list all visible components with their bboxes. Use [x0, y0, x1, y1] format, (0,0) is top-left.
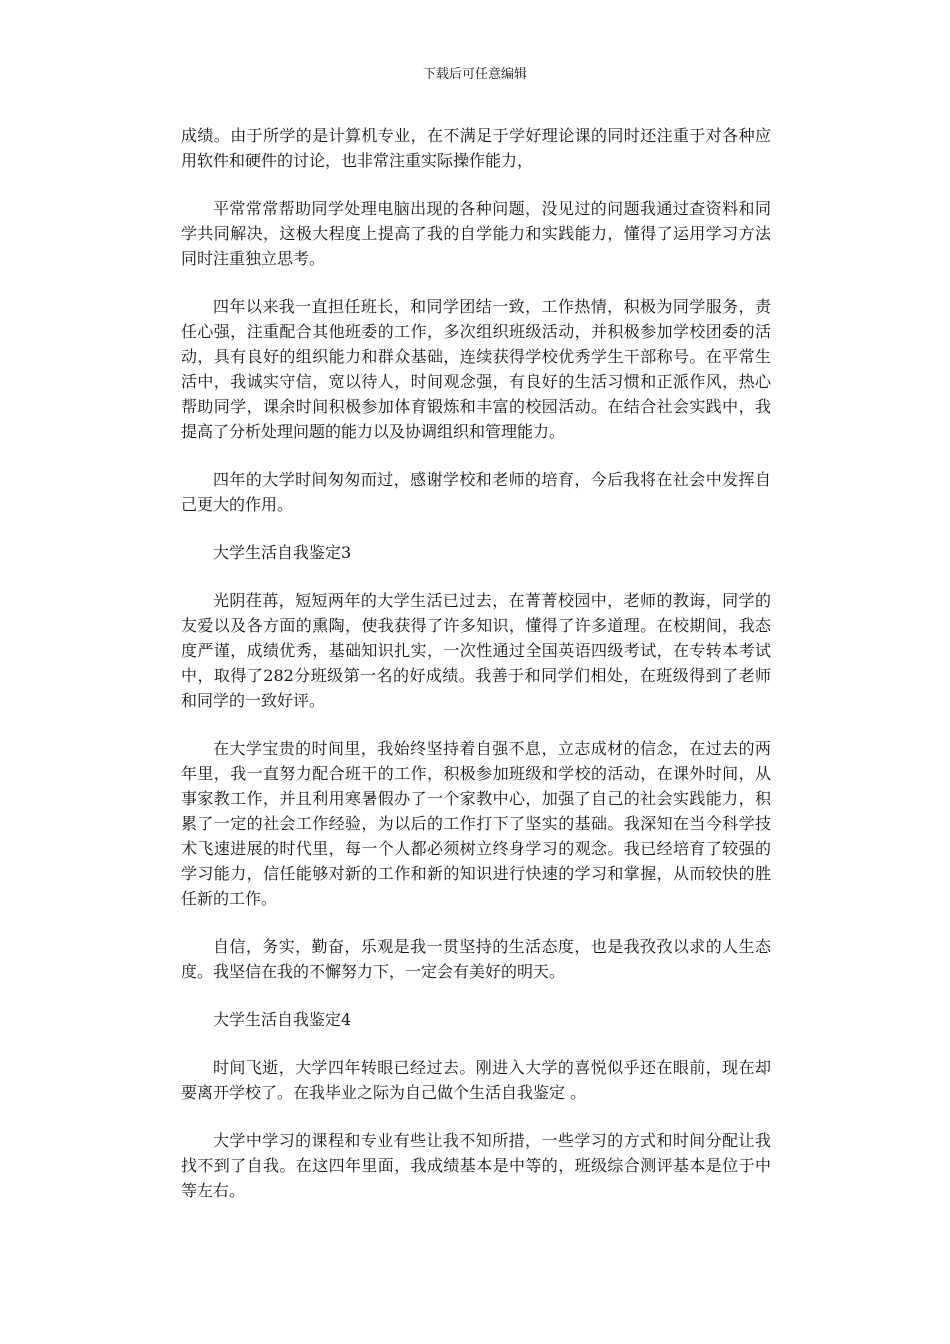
paragraph: 自信，务实，勤奋，乐观是我一贯坚持的生活态度，也是我孜孜以求的人生态度。我坚信在我的不懈努力下，一定会有美好的明天。 [181, 937, 771, 981]
paragraph: 时间飞逝，大学四年转眼已经过去。刚进入大学的喜悦似乎还在眼前，现在却要离开学校了。在我毕业之际为自己做个生活自我鉴定 。 [181, 1058, 771, 1102]
paragraph: 大学中学习的课程和专业有些让我不知所措，一些学习的方式和时间分配让我找不到了自我。在这四年里面，我成绩基本是中等的，班级综合测评基本是位于中等左右。 [181, 1131, 771, 1200]
paragraph: 成绩。由于所学的是计算机专业，在不满足于学好理论课的同时还注重于对各种应用软件和硬件的讨论，也非常注重实际操作能力， [181, 126, 771, 170]
paragraph: 平常常常帮助同学处理电脑出现的各种问题，没见过的问题我通过查资料和同学共同解决，这极大程度上提高了我的自学能力和实践能力，懂得了运用学习方法同时注重独立思考。 [181, 199, 771, 268]
paragraph: 在大学宝贵的时间里，我始终坚持着自强不息，立志成材的信念，在过去的两年里，我一直努力配合班干的工作，积极参加班级和学校的活动，在课外时间，从事家教工作，并且利用寒暑假办了一个家教中心，加强了自己的社会实践能力，积累了一定的社会工作经验，为以后的工作打下了坚实的基础。我深知在当今科学技术飞速进展的时代里，每一个人都必须树立终身学习的观念。我已经培育了较强的学习能力，信任能够对新的工作和新的知识进行快速的学习和掌握，从而较快的胜任新的工作。 [181, 739, 771, 908]
paragraph: 光阴荏苒，短短两年的大学生活已过去，在菁菁校园中，老师的教诲，同学的友爱以及各方面的熏陶，使我获得了许多知识，懂得了许多道理。在校期间，我态度严谨，成绩优秀，基础知识扎实，一次性通过全国英语四级考试，在专转本考试中，取得了282分班级第一名的好成绩。我善于和同学们相处，在班级得到了老师和同学的一致好评。 [181, 591, 771, 710]
section-heading: 大学生活自我鉴定4 [213, 1010, 352, 1029]
page-header: 下载后可任意编辑 [422, 67, 527, 82]
section-heading: 大学生活自我鉴定3 [213, 543, 352, 562]
document-body [181, 123, 771, 1226]
paragraph: 四年的大学时间匆匆而过，感谢学校和老师的培育，今后我将在社会中发挥自己更大的作用。 [181, 470, 771, 514]
paragraph: 四年以来我一直担任班长，和同学团结一致，工作热情，积极为同学服务，责任心强，注重配合其他班委的工作，多次组织班级活动，并积极参加学校团委的活动，具有良好的组织能力和群众基础，连续获得学校优秀学生干部称号。在平常生活中，我诚实守信，宽以待人，时间观念强，有良好的生活习惯和正派作风，热心帮助同学，课余时间积极参加体育锻炼和丰富的校园活动。在结合社会实践中，我提高了分析处理问题的能力以及协调组织和管理能力。 [181, 297, 771, 441]
